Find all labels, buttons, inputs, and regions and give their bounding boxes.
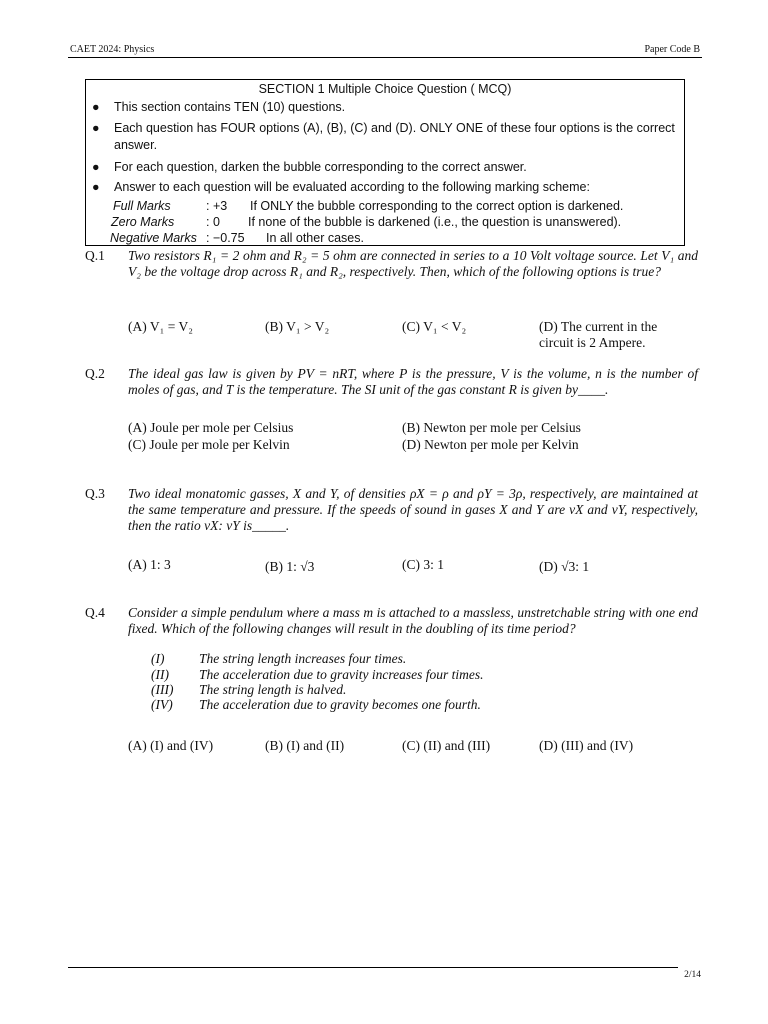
question-number: Q.3 — [85, 486, 105, 501]
option-d[interactable]: (D) (III) and (IV) — [539, 738, 634, 753]
instruction-text: Answer to each question will be evaluated according to the following marking scheme: — [114, 180, 590, 194]
marking-desc: If ONLY the bubble corresponding to the correct option is darkened. — [250, 199, 624, 213]
header-paper-code: Paper Code B — [644, 44, 700, 55]
statement-id: (III) — [151, 682, 174, 697]
header-title: CAET 2024: Physics — [70, 44, 155, 55]
marking-label: Negative Marks — [110, 231, 197, 245]
statement-id: (I) — [151, 651, 165, 666]
bullet-icon: ● — [92, 100, 100, 114]
option-a[interactable]: (A) (I) and (IV) — [128, 738, 214, 753]
statement-text: The acceleration due to gravity increases four times. — [199, 667, 484, 682]
marking-label: Zero Marks — [111, 215, 175, 229]
instruction-text: For each question, darken the bubble corresponding to the correct answer. — [114, 160, 527, 174]
question-text: The ideal gas law is given by PV = nRT, where P is the pressure, V is the volume, n is the number of moles of gas, and T is the temperature. The SI unit of the gas constant R is given by____. — [128, 366, 698, 397]
statement-text: The acceleration due to gravity becomes one fourth. — [199, 697, 481, 712]
bullet-icon: ● — [92, 160, 100, 174]
question-text: Two ideal monatomic gasses, X and Y, of densities ρX = ρ and ρY = 3ρ, respectively, are maintained at the same temperature and pressure. If the speeds of sound in gases X and Y are vX and vY, respectively, then the ratio vX: vY is_____. — [128, 486, 698, 533]
marking-desc: In all other cases. — [266, 231, 364, 245]
statement-text: The string length increases four times. — [199, 651, 407, 666]
option-d[interactable]: (D) The current in the circuit is 2 Ampere. — [539, 319, 658, 350]
question-number: Q.2 — [85, 366, 105, 381]
option-d[interactable]: (D) Newton per mole per Kelvin — [402, 437, 579, 452]
option-c[interactable]: (C) V₁ < V₂ — [402, 319, 467, 334]
marking-value: : +3 — [206, 199, 228, 213]
statement-id: (IV) — [151, 697, 173, 712]
page-number: 2/14 — [684, 970, 701, 980]
option-b[interactable]: (B) Newton per mole per Celsius — [402, 420, 581, 435]
question-text: Consider a simple pendulum where a mass m is attached to a massless, unstretchable string with one end fixed. Which of the following changes will result in the doubling of its time period? — [128, 605, 698, 636]
instructions-box — [85, 79, 685, 246]
header-rule — [68, 57, 702, 58]
instruction-text: This section contains TEN (10) questions. — [114, 100, 346, 114]
question-number: Q.1 — [85, 248, 105, 263]
marking-value: : −0.75 — [206, 231, 245, 245]
option-c[interactable]: (C) 3: 1 — [402, 557, 444, 572]
option-a[interactable]: (A) V₁ = V₂ — [128, 319, 193, 334]
marking-label: Full Marks — [113, 199, 171, 213]
option-a[interactable]: (A) 1: 3 — [128, 557, 171, 572]
statement-id: (II) — [151, 667, 169, 682]
option-b[interactable]: (B) V₁ > V₂ — [265, 319, 330, 334]
marking-value: : 0 — [206, 215, 220, 229]
instruction-text: Each question has FOUR options (A), (B), (C) and (D). ONLY ONE of these four options is the correct answer. — [114, 121, 675, 152]
question-number: Q.4 — [85, 605, 105, 620]
option-c[interactable]: (C) Joule per mole per Kelvin — [128, 437, 290, 452]
bullet-icon: ● — [92, 121, 100, 135]
option-a[interactable]: (A) Joule per mole per Celsius — [128, 420, 294, 435]
question-text: Two resistors R₁ = 2 ohm and R₂ = 5 ohm are connected in series to a 10 Volt voltage source. Let V₁ and V₂ be the voltage drop across R₁ and R₂, respectively. Then, which of the following options is true? — [128, 248, 698, 279]
option-c[interactable]: (C) (II) and (III) — [402, 738, 491, 753]
section-title: SECTION 1 Multiple Choice Question ( MCQ) — [258, 82, 512, 96]
bullet-icon: ● — [92, 180, 100, 194]
marking-desc: If none of the bubble is darkened (i.e., the question is unanswered). — [248, 215, 622, 229]
option-b[interactable]: (B) (I) and (II) — [265, 738, 345, 753]
option-b[interactable]: (B) 1: √3 — [265, 559, 315, 574]
option-d[interactable]: (D) √3: 1 — [539, 559, 590, 574]
statement-text: The string length is halved. — [199, 682, 347, 697]
footer-rule — [68, 967, 678, 968]
